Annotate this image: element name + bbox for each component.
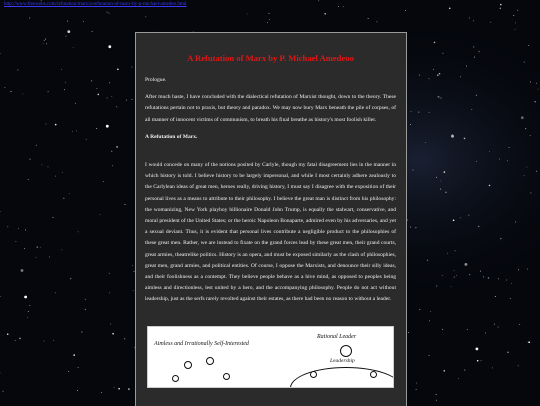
star (116, 146, 118, 148)
star (376, 21, 377, 22)
star (477, 360, 479, 362)
star (40, 247, 41, 248)
star (451, 135, 454, 138)
star (106, 125, 109, 128)
star (53, 217, 54, 218)
star (458, 378, 459, 379)
star (64, 89, 65, 90)
star (469, 274, 470, 275)
star (30, 159, 31, 160)
star (451, 286, 452, 287)
star (498, 278, 499, 279)
star (449, 8, 451, 10)
star (132, 265, 133, 266)
star (511, 283, 512, 284)
star (73, 47, 74, 48)
star (447, 253, 448, 254)
star (500, 238, 502, 240)
star (521, 116, 524, 119)
star (441, 98, 442, 99)
star (116, 106, 117, 107)
star (494, 324, 495, 325)
star (36, 145, 37, 146)
star (440, 189, 441, 190)
star (429, 112, 430, 113)
star (67, 21, 68, 22)
person-circle (223, 373, 230, 380)
star (45, 39, 46, 40)
star (464, 138, 466, 140)
star (507, 352, 509, 354)
star (343, 6, 344, 7)
star (24, 248, 25, 249)
star (536, 171, 537, 172)
star (445, 192, 447, 194)
star (43, 43, 44, 44)
article-title: A Refutation of Marx by P. Michael Amedeoo (145, 53, 396, 63)
star (91, 80, 92, 81)
star (498, 327, 499, 328)
star (44, 341, 45, 342)
star (145, 16, 146, 17)
star (464, 370, 465, 371)
star (507, 160, 508, 161)
star (468, 215, 469, 216)
star (478, 226, 479, 227)
star (518, 365, 519, 366)
star (3, 391, 4, 392)
star (67, 30, 70, 33)
star (519, 324, 520, 325)
figure-left-caption: Aimless and Irrationally Self-Interested (154, 341, 249, 347)
star (436, 394, 437, 395)
star (96, 128, 97, 129)
star (267, 22, 268, 23)
leadership-arc (290, 367, 394, 388)
star (73, 354, 75, 356)
star (108, 45, 111, 48)
star (111, 96, 112, 97)
star (7, 226, 8, 227)
follower-circle (310, 371, 317, 378)
star (407, 219, 408, 220)
star (63, 198, 64, 199)
star (453, 270, 454, 271)
star (527, 269, 528, 270)
star (437, 74, 439, 76)
star (515, 29, 516, 30)
star (109, 273, 110, 274)
person-circle (206, 357, 214, 365)
star (442, 329, 443, 330)
star (453, 220, 455, 222)
star (83, 21, 84, 22)
star (81, 332, 82, 333)
star (444, 370, 446, 372)
star (466, 66, 467, 67)
star (324, 13, 326, 15)
star (49, 256, 50, 257)
prologue-paragraph: After much haste, I have concluded with the dialectical refutation of Marxist thought, down to the theory. These refutations pertain not to praxis, but theory and paradox. We may now bury Marx beneath the pile of corpses, of all manner of innocent victims of communism, to breath his final breathe as history's most foolish killer. (145, 92, 396, 126)
star (46, 123, 47, 124)
star (103, 181, 104, 182)
star (0, 53, 1, 54)
star (118, 388, 120, 390)
star (110, 323, 111, 324)
star (0, 296, 1, 297)
star (473, 20, 474, 21)
star (460, 76, 461, 77)
star (429, 78, 430, 79)
star (68, 371, 69, 372)
star (96, 88, 97, 89)
star (436, 400, 437, 401)
star (98, 94, 100, 96)
prologue-label: Prologue. (145, 75, 396, 86)
star (518, 269, 519, 270)
star (24, 296, 27, 299)
star (112, 165, 113, 166)
star (36, 257, 37, 258)
star (132, 99, 133, 100)
star (471, 109, 472, 110)
leadership-diagram (147, 326, 394, 388)
follower-circle (370, 371, 377, 378)
star (17, 69, 18, 70)
star (247, 13, 248, 14)
star (125, 204, 126, 205)
star (500, 4, 502, 6)
star (526, 167, 527, 168)
star (29, 305, 30, 306)
star (76, 130, 77, 131)
star (513, 15, 514, 16)
star (338, 6, 339, 7)
star (112, 333, 114, 335)
star (489, 151, 490, 152)
star (416, 389, 417, 390)
star (440, 180, 441, 181)
star (131, 67, 132, 68)
star (126, 100, 127, 101)
star (11, 91, 12, 92)
star (55, 176, 56, 177)
star (485, 332, 486, 333)
star (495, 296, 496, 297)
star (100, 214, 101, 215)
star (7, 333, 9, 335)
star (42, 164, 43, 165)
leader-circle (340, 345, 352, 357)
body-paragraph: I would concede on many of the notions posited by Carlyle, though my fatal disagreement lies in the manner in which history is told. I believe history to be largely impersonal, and while I most certainly adhere zealously to the Carlylean ideas of great men, heroes really, driving history, I must say I disagree with the exposition of their personal lives as a means to attribute to their philosophy. I believe the great man is distinct from his philosophy: the womanizing, New York playboy billionaire Donald John Trump, is equally the stalwart, conservative, and moral president of the United States; or the heroic Napoleon Bonaparte, admired even by his adversaries, and yet a sexual deviant. Thus, it is evident that personal lives contribute a negligible product to the philosophies of these great men. Rather, we are instead to fixate on the grand forces lead by these great men, their grand courts, great armies, theatrelike politics. History is an opera, and must be exposed similarly as the clash of philosophies, great men, grand armies, and political entities. Of course, I oppose the Marxists, and denounce their silly ideas, and their foolishness as a contempt. They believe people behave as a hive mind, as opposed to peoples being aimless and directionless, lest united by a hero, and the accompanying philosophy. People do not act without leadership, just as the serfs rarely revolted against their estates, as there had been no reason to without a leader. (145, 160, 396, 306)
star (434, 42, 436, 44)
section-heading: A Refutation of Marx. (145, 132, 396, 143)
star (413, 169, 414, 170)
star (530, 135, 531, 136)
star (528, 342, 529, 343)
star (509, 147, 510, 148)
star (465, 263, 468, 266)
star (454, 277, 455, 278)
star (48, 166, 49, 167)
star (529, 342, 531, 344)
star (29, 18, 30, 19)
star (61, 69, 62, 70)
person-circle (172, 375, 179, 382)
star (489, 185, 491, 187)
figure-leadership-label: Leadership (330, 358, 355, 364)
star (524, 62, 525, 63)
star (75, 103, 76, 104)
star (405, 10, 406, 11)
star (499, 159, 500, 160)
star (510, 298, 511, 299)
article-panel (135, 32, 407, 406)
star (4, 87, 5, 88)
star (438, 96, 439, 97)
star (483, 276, 484, 277)
star (444, 171, 446, 173)
star (476, 95, 477, 96)
star (109, 13, 110, 14)
star (85, 309, 86, 310)
star (44, 40, 45, 41)
star (15, 340, 16, 341)
star (65, 82, 66, 83)
star (77, 390, 78, 391)
star (500, 8, 502, 10)
star (442, 275, 443, 276)
star (416, 383, 417, 384)
star (488, 277, 490, 279)
star (474, 57, 475, 58)
star (456, 275, 457, 276)
star (436, 177, 437, 178)
star (111, 151, 112, 152)
star (25, 229, 26, 230)
star (530, 81, 531, 82)
star (86, 139, 87, 140)
star (469, 18, 470, 19)
star (476, 348, 479, 351)
star (92, 31, 93, 32)
star (436, 286, 437, 287)
star (21, 269, 24, 272)
star (19, 338, 21, 340)
star (481, 360, 482, 361)
star (515, 221, 516, 222)
star (69, 193, 70, 194)
star (473, 46, 474, 47)
star (419, 309, 420, 310)
star (515, 22, 516, 23)
star (128, 388, 130, 390)
star (78, 367, 79, 368)
star (534, 101, 536, 103)
star (28, 311, 29, 312)
star (490, 22, 491, 23)
star (429, 355, 430, 356)
star (18, 228, 19, 229)
star (28, 179, 29, 180)
star (23, 93, 24, 94)
star (72, 131, 73, 132)
star (66, 36, 67, 37)
star (37, 246, 39, 248)
star (61, 249, 62, 250)
star (530, 193, 531, 194)
person-circle (184, 361, 192, 369)
star (425, 142, 426, 143)
star (107, 98, 108, 99)
star (524, 175, 525, 176)
star (410, 227, 411, 228)
star (427, 260, 428, 261)
star (318, 0, 319, 1)
star (53, 340, 54, 341)
star (419, 75, 420, 76)
star (55, 124, 57, 126)
star (480, 271, 481, 272)
star (492, 367, 493, 368)
star (418, 112, 419, 113)
star (433, 69, 434, 70)
star (455, 250, 456, 251)
star (525, 128, 526, 129)
star (269, 19, 270, 20)
star (408, 332, 409, 333)
star (442, 53, 443, 54)
star (70, 278, 72, 280)
star (467, 329, 468, 330)
star (368, 18, 369, 19)
star (107, 12, 108, 13)
star (536, 83, 537, 84)
star (133, 290, 134, 291)
star (78, 231, 79, 232)
star (429, 320, 430, 321)
star (101, 392, 102, 393)
star (85, 299, 86, 300)
star (114, 387, 115, 388)
star (46, 43, 47, 44)
star (48, 91, 49, 92)
star (476, 161, 477, 162)
star (109, 292, 110, 293)
page-url-link[interactable]: http://www.freewebs.com/refutation/marx/a-refutation-of-marx-by-p-michael-amedeo.html (4, 2, 187, 7)
star (538, 89, 539, 90)
star (41, 0, 42, 1)
star (506, 280, 507, 281)
star (109, 82, 110, 83)
star (439, 73, 441, 75)
star (269, 13, 270, 14)
star (124, 338, 125, 339)
star (15, 241, 16, 242)
star (430, 311, 431, 312)
star (528, 45, 529, 46)
figure-right-caption: Rational Leader (317, 334, 356, 340)
star (55, 292, 56, 293)
star (62, 172, 63, 173)
star (27, 317, 28, 318)
star (460, 217, 461, 218)
star (411, 111, 412, 112)
star (410, 124, 411, 125)
star (479, 51, 480, 52)
star (517, 10, 518, 11)
star (117, 69, 119, 71)
star (415, 227, 416, 228)
